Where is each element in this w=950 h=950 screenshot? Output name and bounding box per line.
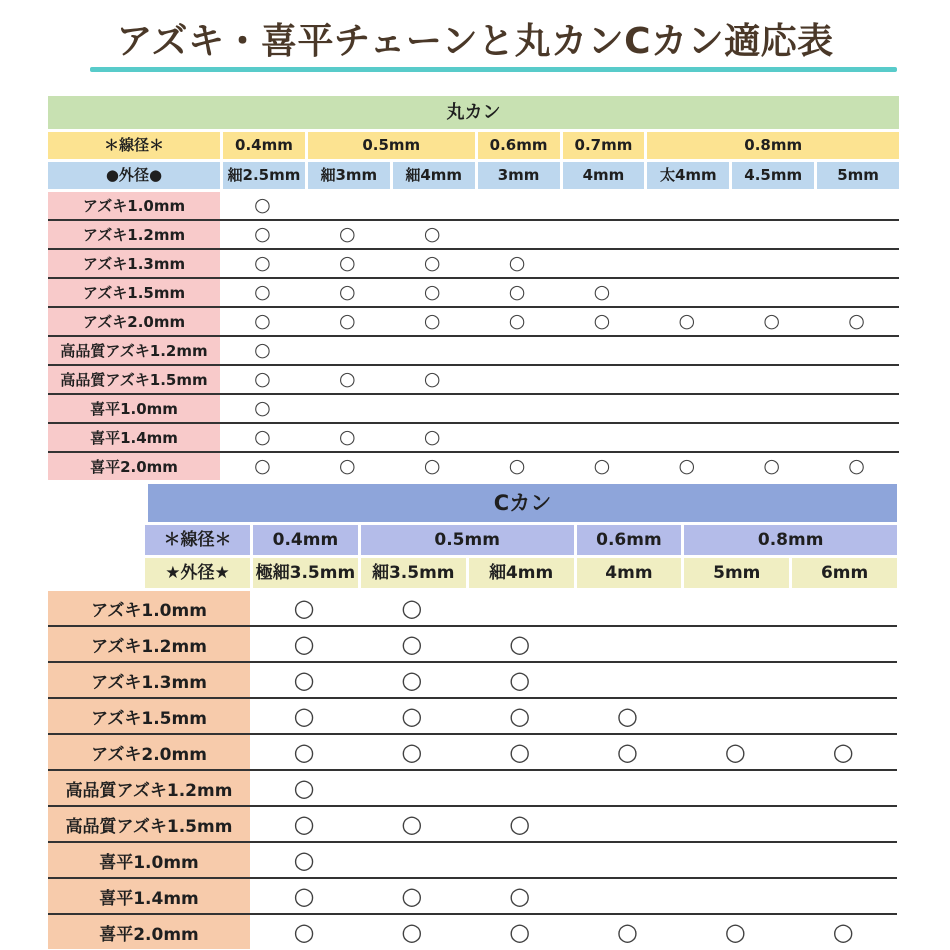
c-kan-table-row [48,591,897,625]
compatible-circle-mark: ○ [401,666,423,694]
c-kan-compat-cell [250,843,358,877]
compatible-circle-mark: ○ [254,455,271,477]
compatible-circle-mark: ○ [423,426,441,448]
maru-kan-compat-cell [814,221,899,248]
maru-kan-outer-diameter-row [48,162,899,189]
c-kan-compat-cell [789,735,897,769]
c-kan-outer-size-cell: 極細3.5mm [253,558,358,588]
compatible-circle-mark: ○ [401,738,423,766]
maru-kan-compat-cell [475,279,560,306]
compatible-circle-mark: ○ [509,810,531,838]
maru-kan-outer-size-cell: 細2.5mm [223,162,305,189]
c-kan-compat-cell [681,627,789,661]
maru-kan-compat-cell [644,424,729,451]
compatible-circle-mark: ○ [848,455,865,477]
compatible-circle-mark: ○ [763,310,780,332]
compatible-circle-mark: ○ [339,281,356,303]
compatible-circle-mark: ○ [254,281,271,303]
maru-kan-compat-cell [390,250,475,277]
maru-kan-compat-cell [644,308,729,335]
maru-kan-compat-cell [475,453,560,480]
maru-kan-table-row [48,219,899,248]
maru-kan-compat-cell [560,453,645,480]
compatible-circle-mark: ○ [293,738,315,766]
c-kan-outer-size-cell: 6mm [792,558,897,588]
compatible-circle-mark: ○ [254,426,271,448]
maru-kan-compat-cell [814,337,899,364]
c-kan-compat-cell [681,663,789,697]
compatible-circle-mark: ○ [293,594,315,622]
maru-kan-compat-cell [729,250,814,277]
maru-kan-table [48,96,899,480]
maru-kan-outer-size-cell: 5mm [817,162,899,189]
compatible-circle-mark: ○ [509,702,531,730]
compatible-circle-mark: ○ [848,310,865,332]
maru-kan-compat-cell [305,366,390,393]
maru-kan-table-title: 丸カン [48,96,899,129]
compatible-circle-mark: ○ [254,310,271,332]
c-kan-compat-cell [573,771,681,805]
c-kan-compat-cell [250,735,358,769]
maru-kan-table-row [48,277,899,306]
maru-kan-compat-cell [475,366,560,393]
compatible-circle-mark: ○ [293,882,315,910]
c-kan-compat-cell [681,735,789,769]
c-kan-wire-group-cell: 0.8mm [684,525,897,555]
c-kan-compat-cell [466,807,574,841]
maru-kan-table-row [48,451,899,480]
maru-kan-outer-size-cell: 細3mm [308,162,390,189]
c-kan-compat-cell [358,771,466,805]
maru-kan-compat-cell [305,308,390,335]
maru-kan-compat-cell [729,395,814,422]
maru-kan-compat-cell [220,424,305,451]
c-kan-compat-cell [358,879,466,913]
maru-kan-outer-size-cell: 4.5mm [732,162,814,189]
c-kan-compat-cell [789,807,897,841]
c-kan-table-row [48,697,897,733]
compatible-circle-mark: ○ [593,310,611,332]
c-kan-row-label: アズキ1.2mm [48,627,250,661]
c-kan-compat-cell [681,807,789,841]
maru-kan-compat-cell [305,192,390,219]
c-kan-compat-cell [573,627,681,661]
maru-kan-compat-cell [305,424,390,451]
c-kan-table-row [48,805,897,841]
maru-kan-compat-cell [729,192,814,219]
maru-kan-compat-cell [729,453,814,480]
compatible-circle-mark: ○ [401,702,423,730]
maru-kan-row-label: 喜平1.0mm [48,395,220,422]
c-kan-table-row [48,733,897,769]
maru-kan-compat-cell [814,453,899,480]
compatible-circle-mark: ○ [401,810,423,838]
c-kan-compat-cell [573,663,681,697]
c-kan-row-label: 喜平1.0mm [48,843,250,877]
c-kan-compat-cell [466,663,574,697]
maru-kan-outer-label: ●外径● [48,162,220,189]
c-kan-compat-cell [466,879,574,913]
compatible-circle-mark: ○ [293,666,315,694]
compatible-circle-mark: ○ [293,846,315,874]
c-kan-outer-label: ★外径★ [145,558,250,588]
maru-kan-compat-cell [814,366,899,393]
c-kan-compat-cell [681,771,789,805]
c-kan-compat-cell [573,879,681,913]
c-kan-compat-cell [250,663,358,697]
maru-kan-wire-diameter-row [48,132,899,159]
maru-kan-compat-cell [729,337,814,364]
c-kan-wire-group-cell: 0.4mm [253,525,358,555]
compatible-circle-mark: ○ [509,918,531,946]
c-kan-compat-cell [573,843,681,877]
compatible-circle-mark: ○ [254,339,271,361]
maru-kan-compat-cell [560,221,645,248]
c-kan-outer-size-cell: 細3.5mm [361,558,466,588]
compatible-circle-mark: ○ [678,310,696,332]
compatible-circle-mark: ○ [724,738,746,766]
c-kan-compat-cell [681,915,789,949]
compatible-circle-mark: ○ [254,223,271,245]
c-kan-compat-cell [466,699,574,733]
maru-kan-row-label: 喜平2.0mm [48,453,220,480]
header-spacer [48,525,142,555]
compatible-circle-mark: ○ [832,738,854,766]
c-kan-compat-cell [573,591,681,625]
maru-kan-compat-cell [475,221,560,248]
maru-kan-wire-group-cell: 0.7mm [563,132,645,159]
c-kan-outer-size-cell: 5mm [684,558,789,588]
maru-kan-row-label: アズキ1.2mm [48,221,220,248]
c-kan-table-row [48,769,897,805]
maru-kan-table-row [48,306,899,335]
c-kan-compat-cell [789,663,897,697]
maru-kan-compat-cell [220,250,305,277]
c-kan-compat-cell [250,807,358,841]
maru-kan-table-row [48,393,899,422]
c-kan-compat-cell [573,915,681,949]
compatible-circle-mark: ○ [763,455,780,477]
c-kan-compat-cell [466,915,574,949]
maru-kan-table-row [48,422,899,451]
c-kan-wire-label: ＊線径＊ [145,525,250,555]
c-kan-compat-cell [573,735,681,769]
maru-kan-wire-label: ＊線径＊ [48,132,220,159]
c-kan-row-label: アズキ2.0mm [48,735,250,769]
maru-kan-compat-cell [475,337,560,364]
maru-kan-compat-cell [390,395,475,422]
c-kan-compat-cell [358,699,466,733]
compatible-circle-mark: ○ [593,281,611,303]
compatible-circle-mark: ○ [254,397,271,419]
maru-kan-compat-cell [390,337,475,364]
compatible-circle-mark: ○ [678,455,696,477]
maru-kan-compat-cell [390,308,475,335]
maru-kan-table-row [48,192,899,219]
c-kan-row-label: アズキ1.5mm [48,699,250,733]
compatible-circle-mark: ○ [508,281,526,303]
c-kan-row-label: 喜平2.0mm [48,915,250,949]
c-kan-row-label: アズキ1.3mm [48,663,250,697]
maru-kan-wire-group-cell: 0.6mm [478,132,560,159]
maru-kan-compat-cell [814,308,899,335]
c-kan-table-row [48,877,897,913]
c-kan-compat-cell [466,771,574,805]
c-kan-compat-cell [358,591,466,625]
maru-kan-compat-cell [390,192,475,219]
compatible-circle-mark: ○ [509,666,531,694]
maru-kan-compat-cell [644,395,729,422]
maru-kan-compat-cell [560,395,645,422]
c-kan-wire-group-cell: 0.6mm [577,525,682,555]
maru-kan-compat-cell [220,279,305,306]
c-kan-compat-cell [358,663,466,697]
c-kan-compat-cell [573,807,681,841]
compatible-circle-mark: ○ [724,918,746,946]
maru-kan-wire-group-cell: 0.4mm [223,132,305,159]
compatible-circle-mark: ○ [616,738,638,766]
c-kan-row-label: アズキ1.0mm [48,591,250,625]
compatible-circle-mark: ○ [339,252,356,274]
c-kan-compat-cell [358,915,466,949]
compatible-circle-mark: ○ [293,774,315,802]
maru-kan-compat-cell [305,279,390,306]
compatible-circle-mark: ○ [509,882,531,910]
compatible-circle-mark: ○ [339,455,356,477]
c-kan-compat-cell [466,735,574,769]
maru-kan-compat-cell [305,395,390,422]
c-kan-compat-cell [358,843,466,877]
c-kan-compat-cell [250,591,358,625]
compatible-circle-mark: ○ [293,630,315,658]
maru-kan-compat-cell [729,308,814,335]
c-kan-wire-group-cell: 0.5mm [361,525,574,555]
c-kan-row-label: 高品質アズキ1.2mm [48,771,250,805]
c-kan-compat-cell [250,915,358,949]
maru-kan-compat-cell [475,192,560,219]
compatible-circle-mark: ○ [423,310,441,332]
compatible-circle-mark: ○ [339,310,356,332]
c-kan-outer-size-cell: 細4mm [469,558,574,588]
maru-kan-compat-cell [305,453,390,480]
maru-kan-compat-cell [560,424,645,451]
maru-kan-row-label: 喜平1.4mm [48,424,220,451]
maru-kan-table-row [48,248,899,277]
maru-kan-table-body [48,192,899,480]
maru-kan-compat-cell [560,366,645,393]
compatible-circle-mark: ○ [254,252,271,274]
compatible-circle-mark: ○ [339,223,356,245]
compatible-circle-mark: ○ [593,455,611,477]
maru-kan-compat-cell [390,453,475,480]
compatible-circle-mark: ○ [423,252,441,274]
maru-kan-compat-cell [814,395,899,422]
c-kan-compat-cell [789,879,897,913]
compatible-circle-mark: ○ [508,252,526,274]
c-kan-compat-cell [358,735,466,769]
maru-kan-compat-cell [644,366,729,393]
maru-kan-compat-cell [644,192,729,219]
maru-kan-compat-cell [644,337,729,364]
maru-kan-compat-cell [644,279,729,306]
compatible-circle-mark: ○ [401,882,423,910]
maru-kan-compat-cell [560,279,645,306]
maru-kan-compat-cell [475,395,560,422]
maru-kan-compat-cell [220,395,305,422]
c-kan-table-body [48,591,897,949]
c-kan-compat-cell [250,771,358,805]
c-kan-compat-cell [789,627,897,661]
maru-kan-compat-cell [729,221,814,248]
maru-kan-compat-cell [814,279,899,306]
c-kan-table-row [48,625,897,661]
maru-kan-compat-cell [220,308,305,335]
c-kan-compat-cell [358,627,466,661]
compatible-circle-mark: ○ [616,702,638,730]
compatible-circle-mark: ○ [509,630,531,658]
maru-kan-compat-cell [560,250,645,277]
maru-kan-compat-cell [560,192,645,219]
maru-kan-compat-cell [220,337,305,364]
compatible-circle-mark: ○ [401,630,423,658]
compatible-circle-mark: ○ [508,310,526,332]
maru-kan-compat-cell [814,192,899,219]
maru-kan-compat-cell [390,366,475,393]
compatible-circle-mark: ○ [616,918,638,946]
c-kan-compat-cell [466,591,574,625]
compatible-circle-mark: ○ [254,368,271,390]
c-kan-compat-cell [789,771,897,805]
maru-kan-compat-cell [814,424,899,451]
compatible-circle-mark: ○ [293,810,315,838]
compatible-circle-mark: ○ [401,594,423,622]
compatible-circle-mark: ○ [423,223,441,245]
maru-kan-wire-group-cell: 0.5mm [308,132,475,159]
compatible-circle-mark: ○ [509,738,531,766]
maru-kan-compat-cell [220,192,305,219]
maru-kan-compat-cell [644,250,729,277]
compatible-circle-mark: ○ [339,426,356,448]
c-kan-table-row [48,661,897,697]
compatible-circle-mark: ○ [423,281,441,303]
maru-kan-row-label: 高品質アズキ1.2mm [48,337,220,364]
maru-kan-row-label: アズキ1.0mm [48,192,220,219]
compatible-circle-mark: ○ [293,918,315,946]
maru-kan-outer-size-cell: 太4mm [647,162,729,189]
maru-kan-compat-cell [475,424,560,451]
c-kan-compat-cell [681,843,789,877]
maru-kan-row-label: アズキ1.3mm [48,250,220,277]
maru-kan-compat-cell [305,221,390,248]
compatible-circle-mark: ○ [401,918,423,946]
c-kan-compat-cell [789,915,897,949]
c-kan-table-title: Cカン [148,484,897,522]
c-kan-table-row [48,841,897,877]
maru-kan-compat-cell [220,221,305,248]
compatible-circle-mark: ○ [293,702,315,730]
compatible-circle-mark: ○ [423,368,441,390]
maru-kan-row-label: アズキ2.0mm [48,308,220,335]
maru-kan-compat-cell [390,424,475,451]
c-kan-row-label: 高品質アズキ1.5mm [48,807,250,841]
c-kan-table [48,484,897,949]
c-kan-row-label: 喜平1.4mm [48,879,250,913]
maru-kan-compat-cell [729,424,814,451]
compatible-circle-mark: ○ [254,194,271,216]
maru-kan-outer-size-cell: 細4mm [393,162,475,189]
maru-kan-compat-cell [475,308,560,335]
maru-kan-compat-cell [644,453,729,480]
maru-kan-compat-cell [644,221,729,248]
c-kan-compat-cell [681,699,789,733]
c-kan-compat-cell [466,843,574,877]
maru-kan-compat-cell [560,337,645,364]
c-kan-compat-cell [789,699,897,733]
compatible-circle-mark: ○ [423,455,441,477]
c-kan-compat-cell [250,627,358,661]
maru-kan-outer-size-cell: 4mm [563,162,645,189]
c-kan-compat-cell [681,591,789,625]
c-kan-wire-diameter-row [48,525,897,555]
c-kan-compat-cell [250,879,358,913]
c-kan-compat-cell [358,807,466,841]
maru-kan-compat-cell [729,366,814,393]
c-kan-compat-cell [250,699,358,733]
c-kan-compat-cell [789,843,897,877]
c-kan-compat-cell [789,591,897,625]
maru-kan-compat-cell [560,308,645,335]
compatible-circle-mark: ○ [339,368,356,390]
c-kan-outer-size-cell: 4mm [577,558,682,588]
header-spacer [48,558,142,588]
maru-kan-row-label: 高品質アズキ1.5mm [48,366,220,393]
c-kan-outer-diameter-row [48,558,897,588]
compatible-circle-mark: ○ [832,918,854,946]
title-underline [90,67,897,72]
c-kan-compat-cell [573,699,681,733]
maru-kan-compat-cell [475,250,560,277]
c-kan-compat-cell [681,879,789,913]
maru-kan-compat-cell [305,250,390,277]
compatible-circle-mark: ○ [508,455,526,477]
maru-kan-compat-cell [220,453,305,480]
maru-kan-wire-group-cell: 0.8mm [647,132,899,159]
maru-kan-compat-cell [305,337,390,364]
c-kan-table-row [48,913,897,949]
maru-kan-outer-size-cell: 3mm [478,162,560,189]
maru-kan-compat-cell [390,221,475,248]
c-kan-compat-cell [466,627,574,661]
maru-kan-table-row [48,364,899,393]
maru-kan-compat-cell [729,279,814,306]
maru-kan-compat-cell [390,279,475,306]
maru-kan-compat-cell [814,250,899,277]
maru-kan-table-row [48,335,899,364]
page-title: アズキ・喜平チェーンと丸カンCカン適応表 [116,21,834,62]
maru-kan-compat-cell [220,366,305,393]
maru-kan-row-label: アズキ1.5mm [48,279,220,306]
